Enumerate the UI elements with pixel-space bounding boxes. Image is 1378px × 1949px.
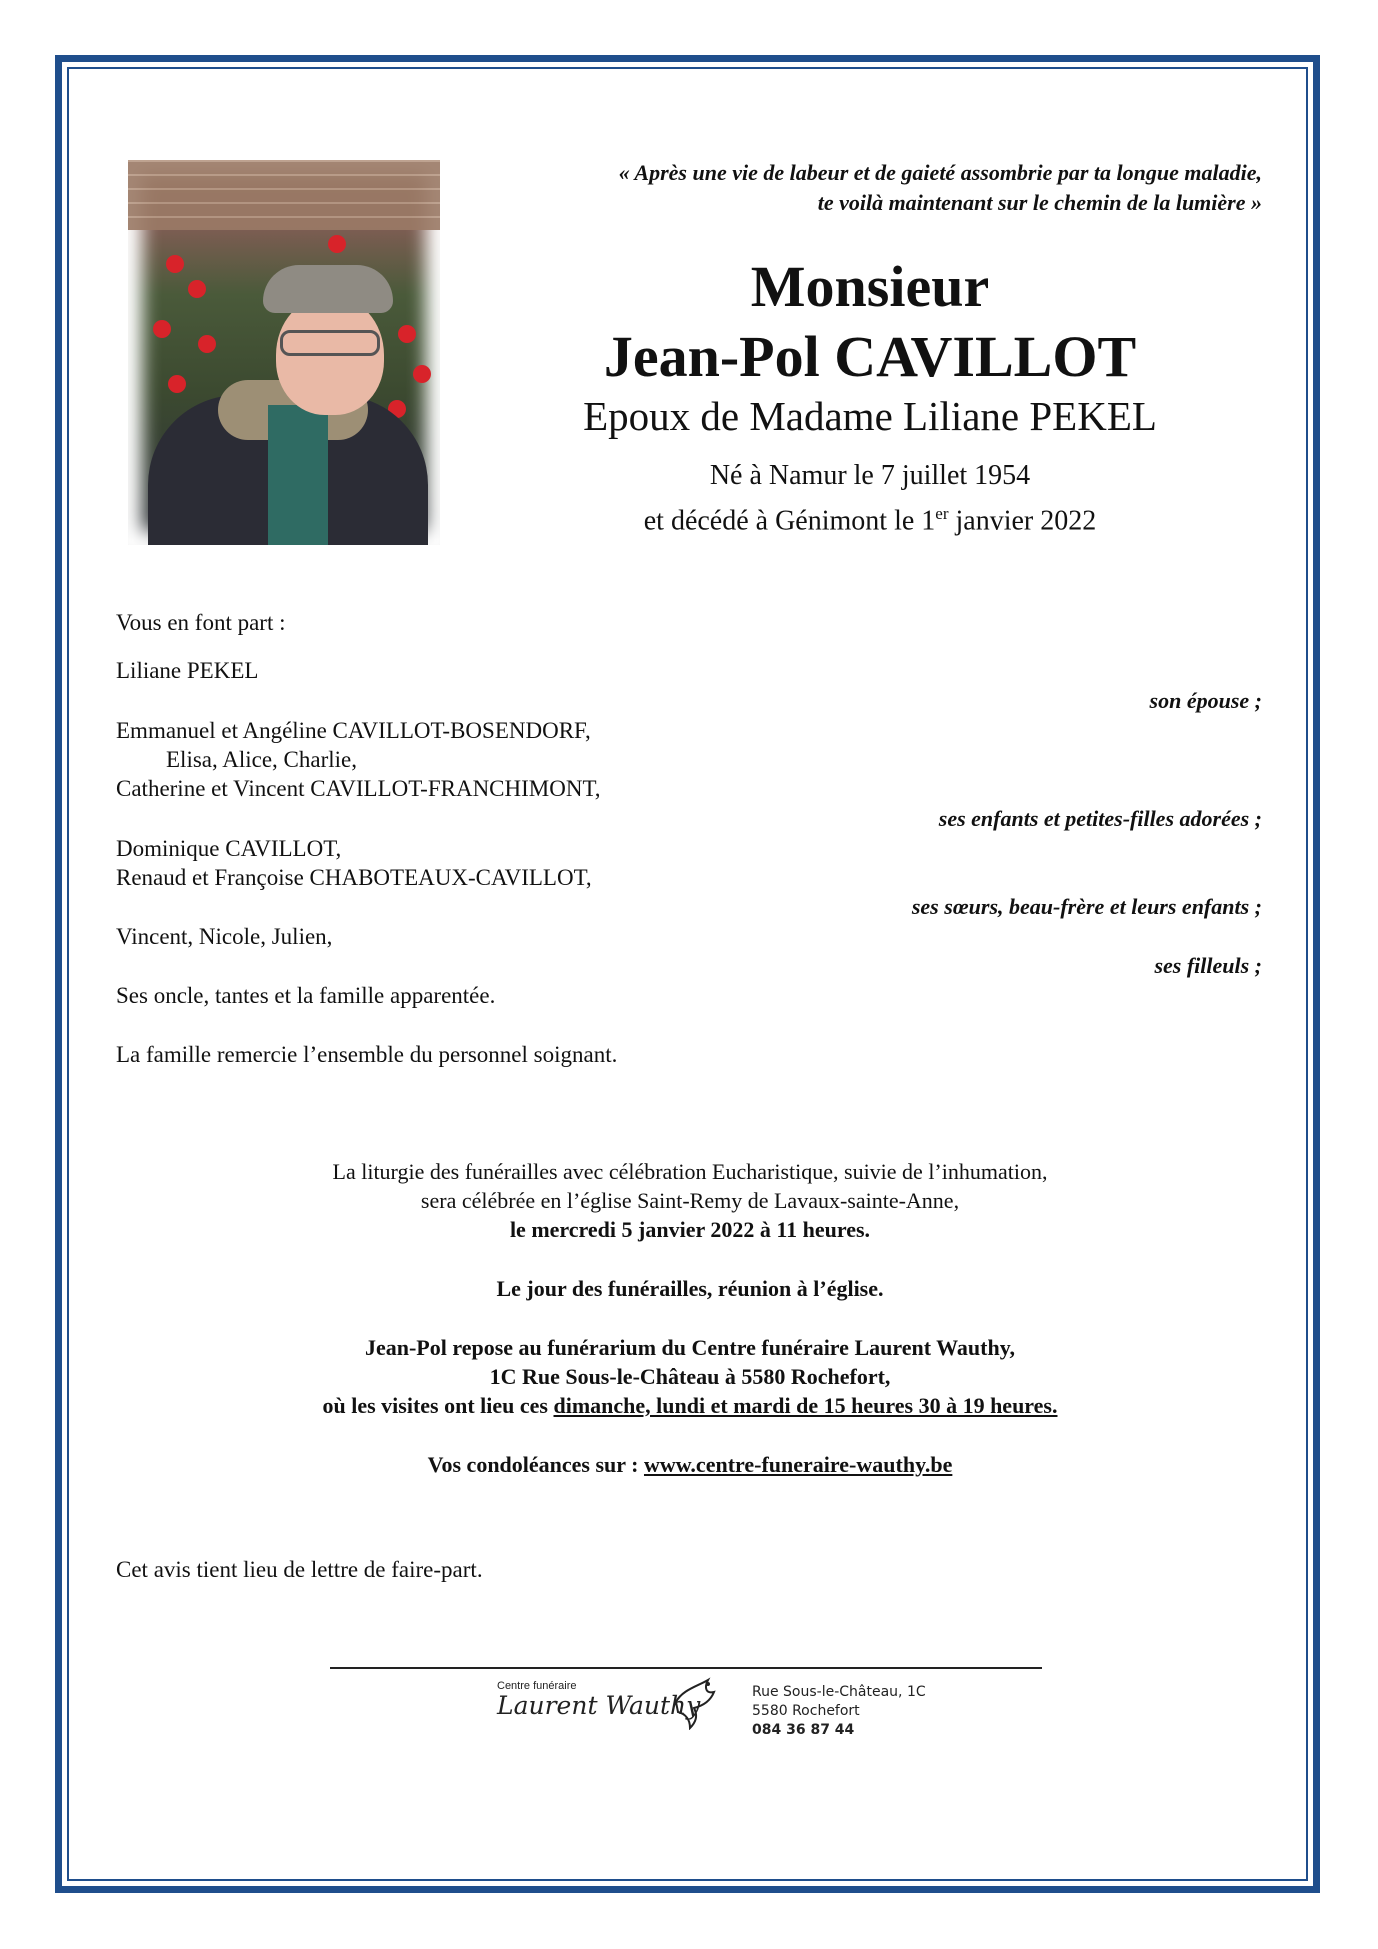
family-member: Vincent, Nicole, Julien, [116, 924, 333, 949]
condolences-link[interactable]: www.centre-funeraire-wauthy.be [643, 1452, 953, 1477]
family-member: Catherine et Vincent CAVILLOT-FRANCHIMONT, [116, 776, 601, 801]
ceremony-date: le mercredi 5 janvier 2022 à 11 heures. [509, 1217, 871, 1242]
ceremony-line: sera célébrée en l’église Saint-Remy de Lavaux-sainte-Anne, [420, 1188, 960, 1213]
family-member: Liliane PEKEL [116, 658, 259, 683]
footer-phone: 084 36 87 44 [752, 1722, 855, 1738]
ceremony-line: La liturgie des funérailles avec célébration Eucharistique, suivie de l’inhumation, [332, 1159, 1048, 1184]
thanks-line: La famille remercie l’ensemble du personnel soignant. [116, 1042, 618, 1067]
epitaph-quote [460, 158, 1262, 218]
logo-wordmark: Laurent Wauthy [497, 1691, 701, 1720]
relation-label: ses sœurs, beau-frère et leurs enfants ; [911, 894, 1262, 919]
family-intro: Vous en font part : [116, 610, 286, 635]
extended-family: Ses oncle, tantes et la famille apparentée. [116, 983, 496, 1008]
honorific: Monsieur [750, 254, 990, 319]
spouse-line: Epoux de Madame Liliane PEKEL [583, 393, 1157, 439]
footer-divider [330, 1667, 1042, 1669]
family-member: Elisa, Alice, Charlie, [166, 747, 357, 772]
family-member: Renaud et Françoise CHABOTEAUX-CAVILLOT, [116, 865, 592, 890]
birth-line: Né à Namur le 7 juillet 1954 [709, 460, 1031, 491]
relation-label: ses enfants et petites-filles adorées ; [938, 806, 1262, 831]
faire-part-note: Cet avis tient lieu de lettre de faire-part. [116, 1557, 483, 1582]
rest-line: Jean-Pol repose au funérarium du Centre funéraire Laurent Wauthy, [364, 1335, 1016, 1360]
visit-hours: où les visites ont lieu ces dimanche, lundi et mardi de 15 heures 30 à 19 heures. [322, 1393, 1058, 1418]
family-member: Dominique CAVILLOT, [116, 836, 342, 861]
footer-address-2: 5580 Rochefort [752, 1703, 860, 1719]
logo-caption: Centre funéraire [497, 1680, 577, 1692]
deceased-name: Jean-Pol CAVILLOT [603, 324, 1137, 389]
meeting-line: Le jour des funérailles, réunion à l’église. [496, 1276, 884, 1301]
quote-line-1: « Après une vie de labeur et de gaieté assombrie par ta longue maladie, [618, 160, 1262, 185]
relation-label: son épouse ; [1149, 688, 1262, 713]
death-line: et décédé à Génimont le 1er janvier 2022 [643, 504, 1097, 537]
relation-label: ses filleuls ; [1154, 953, 1262, 978]
condolences-line: Vos condoléances sur : www.centre-funeraire-wauthy.be [427, 1452, 953, 1477]
dove-icon [668, 1672, 720, 1730]
family-member: Emmanuel et Angéline CAVILLOT-BOSENDORF, [116, 718, 591, 743]
footer-address-1: Rue Sous-le-Château, 1C [752, 1684, 926, 1700]
portrait-photo [128, 160, 440, 545]
quote-line-2: te voilà maintenant sur le chemin de la lumière » [817, 190, 1262, 215]
rest-address: 1C Rue Sous-le-Château à 5580 Rochefort, [489, 1364, 891, 1389]
